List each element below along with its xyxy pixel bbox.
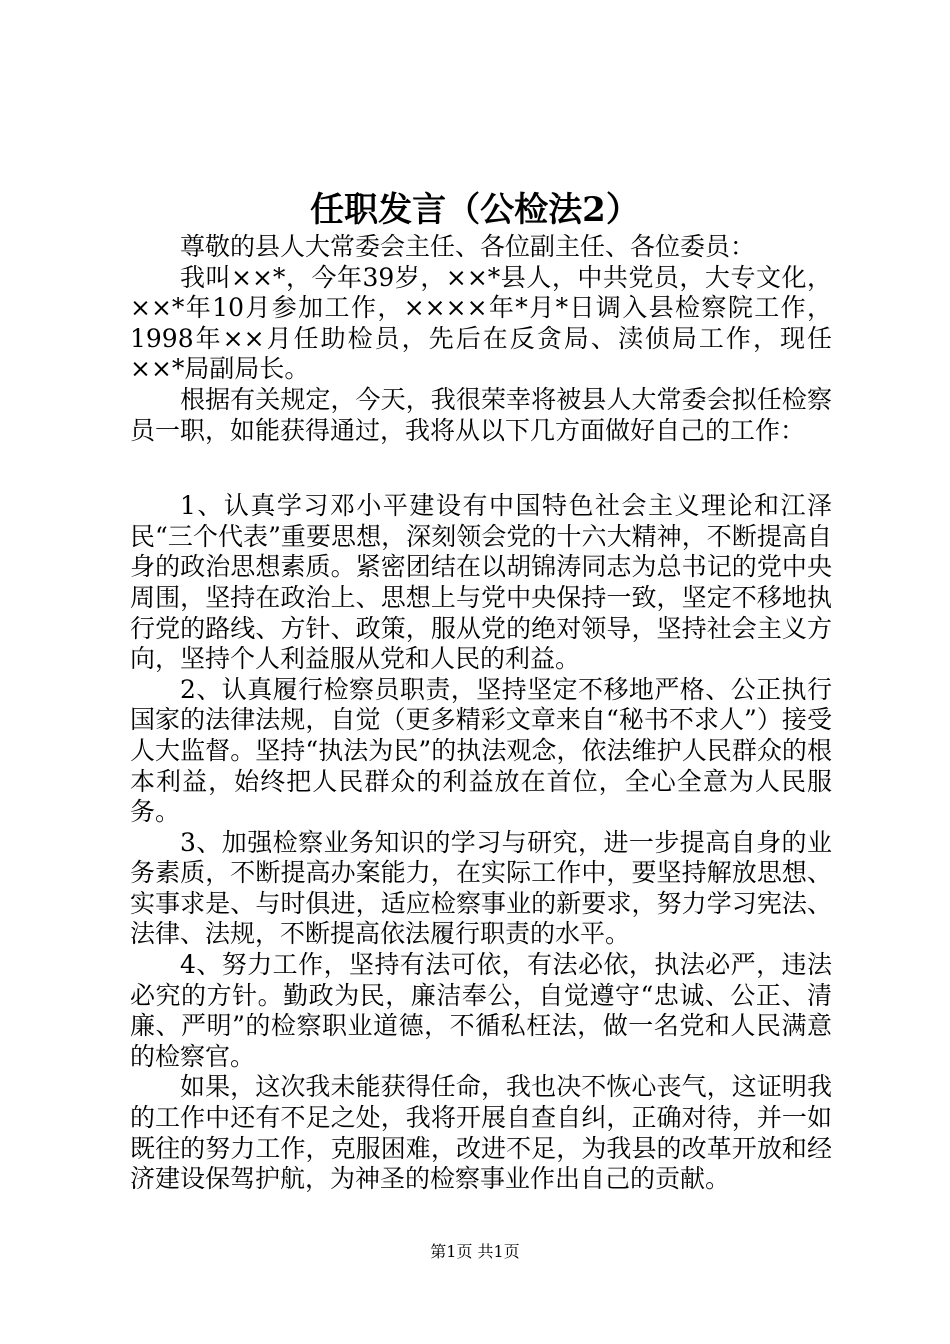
- commitment-item-3: 3、加强检察业务知识的学习与研究，进一步提高自身的业务素质，不断提高办案能力，在实际工作中，要坚持解放思想、实事求是、与时俱进，适应检察事业的新要求，努力学习宪法、法律、法规，不断提高依法履行职责的水平。: [130, 827, 832, 949]
- closing-paragraph: 如果，这次我未能获得任命，我也决不恢心丧气，这证明我的工作中还有不足之处，我将开展自查自纠，正确对待，并一如既往的努力工作，克服困难，改进不足，为我县的改革开放和经济建设保驾护航，为神圣的检察事业作出自己的贡献。: [130, 1072, 832, 1194]
- commitment-item-1: 1、认真学习邓小平建设有中国特色社会主义理论和江泽民“三个代表”重要思想，深刻领会党的十六大精神，不断提高自身的政治思想素质。紧密团结在以胡锦涛同志为总书记的党中央周围，坚持在政治上、思想上与党中央保持一致，坚定不移地执行党的路线、方针、政策，服从党的绝对领导，坚持社会主义方向，坚持个人利益服从党和人民的利益。: [130, 491, 832, 674]
- self-introduction-paragraph: 我叫××*，今年39岁，××*县人，中共党员，大专文化，××*年10月参加工作，××××年*月*日调入县检察院工作，1998年××月任助检员，先后在反贪局、渎侦局工作，现任××*局副局长。: [130, 262, 832, 384]
- commitment-item-2: 2、认真履行检察员职责，坚持坚定不移地严格、公正执行国家的法律法规，自觉（更多精彩文章来自“秘书不求人”）接受人大监督。坚持“执法为民”的执法观念，依法维护人民群众的根本利益，始终把人民群众的利益放在首位，全心全意为人民服务。: [130, 674, 832, 827]
- document-body: [130, 232, 832, 1195]
- intent-paragraph: 根据有关规定，今天，我很荣幸将被县人大常委会拟任检察员一职，如能获得通过，我将从以下几方面做好自己的工作：: [130, 384, 832, 445]
- commitment-list: [130, 491, 832, 1195]
- page-footer: 第1页 共1页: [430, 1242, 520, 1261]
- document-title: 任职发言（公检法2）: [310, 190, 640, 230]
- salutation-paragraph: 尊敬的县人大常委会主任、各位副主任、各位委员：: [180, 232, 756, 261]
- commitment-item-4: 4、努力工作，坚持有法可依，有法必依，执法必严，违法必究的方针。勤政为民，廉洁奉公，自觉遵守“忠诚、公正、清廉、严明”的检察职业道德，不循私枉法，做一名党和人民满意的检察官。: [130, 950, 832, 1071]
